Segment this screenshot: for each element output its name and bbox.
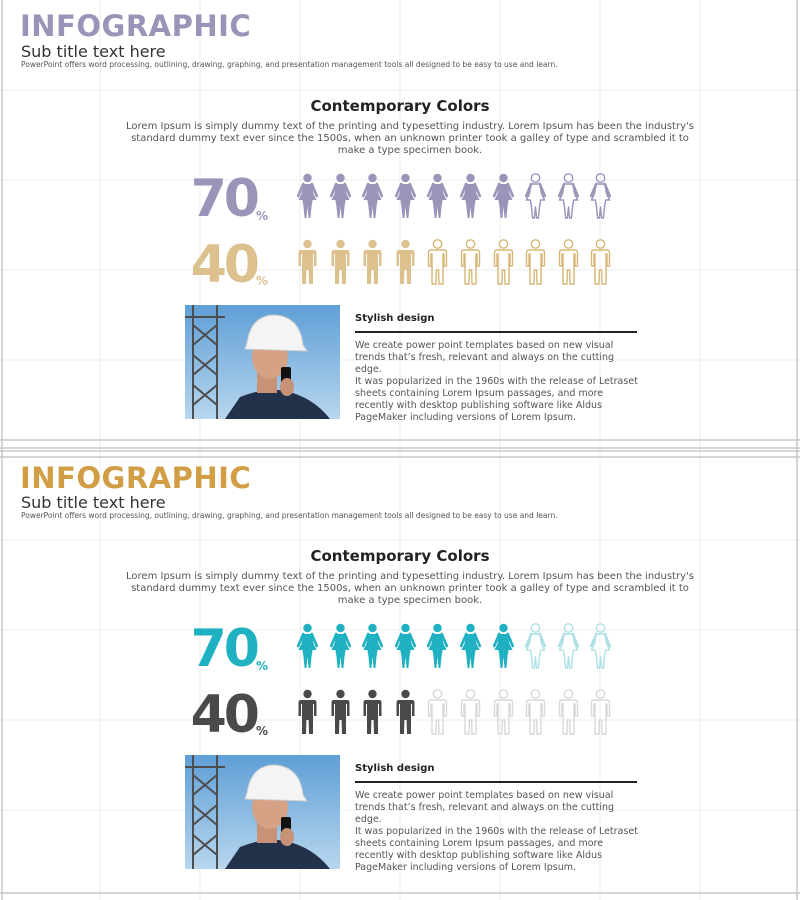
female-icon xyxy=(425,622,450,670)
female-icon xyxy=(458,172,483,220)
male-icons-row xyxy=(295,238,620,288)
section-text: Lorem Ipsum is simply dummy text of the printing and typesetting industry. Lorem Ipsum has been the industry's standard dummy text ever since the 1500s, when an unknown printer took a galley of type and scrambled it to make a type specimen book. xyxy=(126,121,694,156)
caption-text: We create power point templates based on new visual trends that’s fresh, relevant and always on the cutting edge. It was popularized in the 1960s with the release of Letraset sheets containing Lorem Ipsum passages, and more recently with desktop publishing software like Aldus PageMaker including versions of Lorem Ipsum. xyxy=(355,790,638,873)
female-icon xyxy=(360,172,385,220)
stat-value-70: 70 xyxy=(190,169,257,229)
stat-unit-70: % xyxy=(256,209,269,223)
male-icon xyxy=(491,688,516,736)
female-icons-row xyxy=(295,172,620,222)
male-icon xyxy=(393,688,418,736)
female-icon xyxy=(295,622,320,670)
male-icon xyxy=(556,688,581,736)
page-subtitle: Sub title text here xyxy=(21,493,166,512)
female-icon xyxy=(425,172,450,220)
worker-photo xyxy=(185,755,340,869)
page-description: PowerPoint offers word processing, outlining, drawing, graphing, and presentation management tools all designed to be easy to use and learn. xyxy=(21,60,558,69)
male-icon xyxy=(588,688,613,736)
female-icon xyxy=(393,622,418,670)
female-icon xyxy=(523,622,548,670)
caption-divider xyxy=(355,781,637,783)
female-icon xyxy=(556,622,581,670)
page-title: INFOGRAPHIC xyxy=(20,9,252,43)
female-icon xyxy=(458,622,483,670)
page-title: INFOGRAPHIC xyxy=(20,461,252,495)
male-icon xyxy=(425,238,450,286)
male-icon xyxy=(425,688,450,736)
male-icon xyxy=(328,238,353,286)
male-icons-row xyxy=(295,688,620,738)
section-heading: Contemporary Colors xyxy=(310,97,490,115)
stat-unit-40: % xyxy=(256,274,269,288)
female-icon xyxy=(588,172,613,220)
caption-title: Stylish design xyxy=(355,313,435,324)
male-icon xyxy=(393,238,418,286)
slide-2 xyxy=(0,450,800,900)
male-icon xyxy=(360,688,385,736)
stat-unit-70: % xyxy=(256,659,269,673)
caption-title: Stylish design xyxy=(355,763,435,774)
stat-value-40: 40 xyxy=(190,685,257,745)
male-icon xyxy=(458,238,483,286)
female-icon xyxy=(328,172,353,220)
male-icon xyxy=(523,238,548,286)
male-icon xyxy=(295,688,320,736)
caption-divider xyxy=(355,331,637,333)
worker-photo xyxy=(185,305,340,419)
male-icon xyxy=(328,688,353,736)
female-icon xyxy=(556,172,581,220)
page-subtitle: Sub title text here xyxy=(21,42,166,61)
section-heading: Contemporary Colors xyxy=(310,547,490,565)
female-icon xyxy=(491,622,516,670)
female-icon xyxy=(295,172,320,220)
female-icons-row xyxy=(295,622,620,672)
female-icon xyxy=(328,622,353,670)
male-icon xyxy=(556,238,581,286)
female-icon xyxy=(393,172,418,220)
male-icon xyxy=(295,238,320,286)
male-icon xyxy=(491,238,516,286)
female-icon xyxy=(588,622,613,670)
stat-value-40: 40 xyxy=(190,235,257,295)
stat-value-70: 70 xyxy=(190,619,257,679)
page-description: PowerPoint offers word processing, outlining, drawing, graphing, and presentation management tools all designed to be easy to use and learn. xyxy=(21,511,558,520)
stat-unit-40: % xyxy=(256,724,269,738)
male-icon xyxy=(458,688,483,736)
male-icon xyxy=(360,238,385,286)
female-icon xyxy=(523,172,548,220)
female-icon xyxy=(491,172,516,220)
female-icon xyxy=(360,622,385,670)
male-icon xyxy=(588,238,613,286)
caption-text: We create power point templates based on new visual trends that’s fresh, relevant and always on the cutting edge. It was popularized in the 1960s with the release of Letraset sheets containing Lorem Ipsum passages, and more recently with desktop publishing software like Aldus PageMaker including versions of Lorem Ipsum. xyxy=(355,340,638,423)
male-icon xyxy=(523,688,548,736)
section-text: Lorem Ipsum is simply dummy text of the printing and typesetting industry. Lorem Ipsum has been the industry's standard dummy text ever since the 1500s, when an unknown printer took a galley of type and scrambled it to make a type specimen book. xyxy=(126,571,694,606)
